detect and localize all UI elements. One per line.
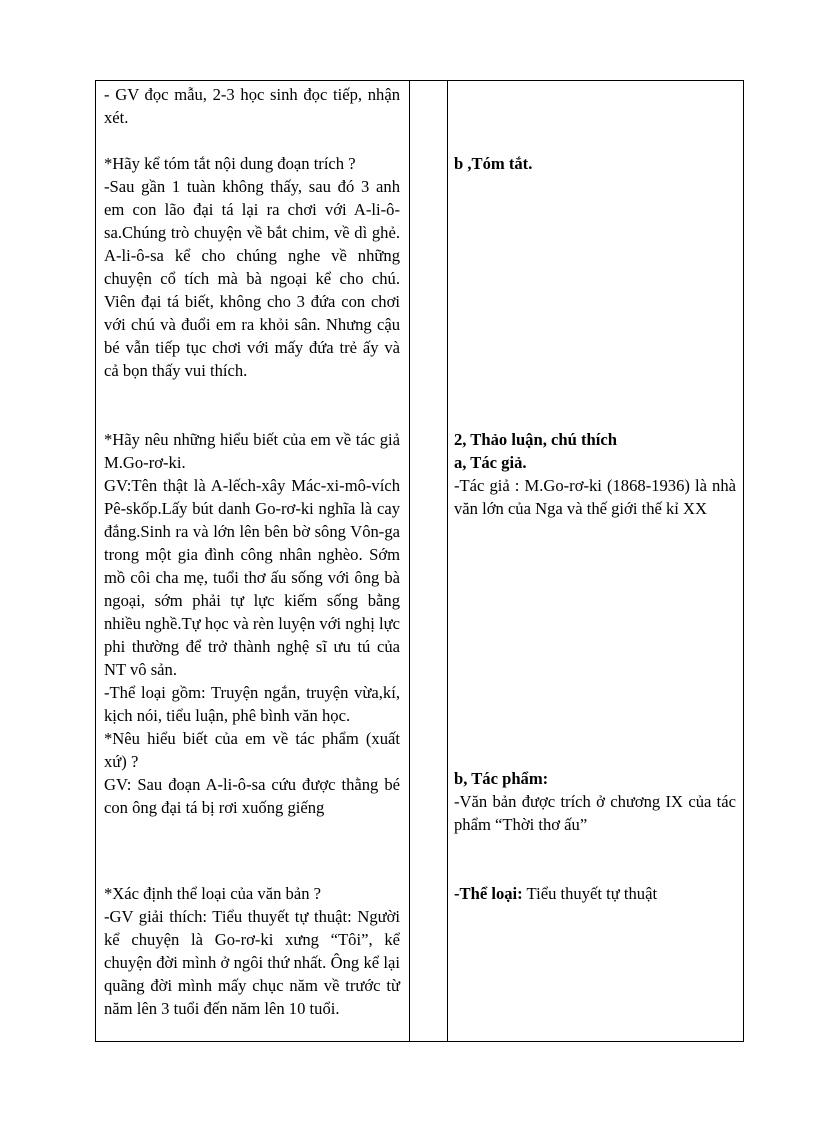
genre-label: -Thể loại:: [454, 884, 523, 903]
genre-value: Tiểu thuyết tự thuật: [522, 884, 658, 903]
work-question: *Nêu hiểu biết của em về tác phẩm (xuất xứ) ?: [104, 729, 400, 771]
author-question: *Hãy nêu những hiểu biết của em về tác giả M.Go-rơ-ki.: [104, 430, 400, 472]
author-summary: -Tác giả : M.Go-rơ-ki (1868-1936) là nhà văn lớn của Nga và thế giới thế kỉ XX: [454, 476, 736, 518]
author-text: GV:Tên thật là A-lếch-xây Mác-xi-mô-vích Pê-skốp.Lấy bút danh Go-rơ-ki nghĩa là cay đắng.Sinh ra và lớn lên bên bờ sông Vôn-ga trong một gia đình công nhân nghèo. Sớm mồ côi cha mẹ, tuổi thơ ấu sống với ông bà ngoại, sớm phải tự lực kiếm sống bằng nhiều nghề.Tự học và rèn luyện với nghị lực phi thường để trở thành nghệ sĩ ưu tú của NT vô sản.: [104, 476, 400, 679]
type-question: *Xác định thể loại của văn bản ?: [104, 884, 322, 903]
work-summary: -Văn bản được trích ở chương IX của tác phẩm “Thời thơ ấu”: [454, 792, 736, 834]
summary-question: *Hãy kể tóm tắt nội dung đoạn trích ?: [104, 154, 356, 173]
genre-line: [454, 882, 736, 905]
work-text: GV: Sau đoạn A-li-ô-sa cứu được thằng bé con ông đại tá bị rơi xuống giếng: [104, 775, 400, 817]
column-divider: [409, 81, 410, 1041]
work-heading: b, Tác phẩm:: [454, 769, 549, 788]
discussion-heading: 2, Thảo luận, chú thích: [454, 430, 617, 449]
type-text: -GV giải thích: Tiểu thuyết tự thuật: Người kể chuyện là Go-rơ-ki xưng “Tôi”, kể chuyện đời mình ở ngôi thứ nhất. Ông kể lại quãng đời mình mấy chục năm về trước từ năm lên 3 tuổi đến năm lên 10 tuổi.: [104, 907, 400, 1018]
genre-text: -Thể loại gồm: Truyện ngắn, truyện vừa,kí, kịch nói, tiểu luận, phê bình văn học.: [104, 683, 400, 725]
reading-instruction: - GV đọc mẫu, 2-3 học sinh đọc tiếp, nhận xét.: [104, 85, 400, 127]
lesson-table: [95, 80, 744, 1042]
column-divider: [447, 81, 448, 1041]
summary-text: -Sau gần 1 tuàn không thấy, sau đó 3 anh em con lão đại tá lại ra chơi với A-li-ô-sa.Chúng trò chuyện về bắt chim, về dì ghẻ. A-li-ô-sa kể cho chúng nghe về những chuyện cổ tích mà bà ngoại kể cho chú. Viên đại tá biết, không cho 3 đứa con chơi với chú và đuổi em ra khỏi sân. Nhưng cậu bé vẫn tiếp tục chơi với mấy đứa trẻ ấy và cả bọn thấy vui thích.: [104, 177, 400, 380]
author-heading: a, Tác giả.: [454, 453, 527, 472]
summary-heading: b ,Tóm tắt.: [454, 154, 533, 173]
